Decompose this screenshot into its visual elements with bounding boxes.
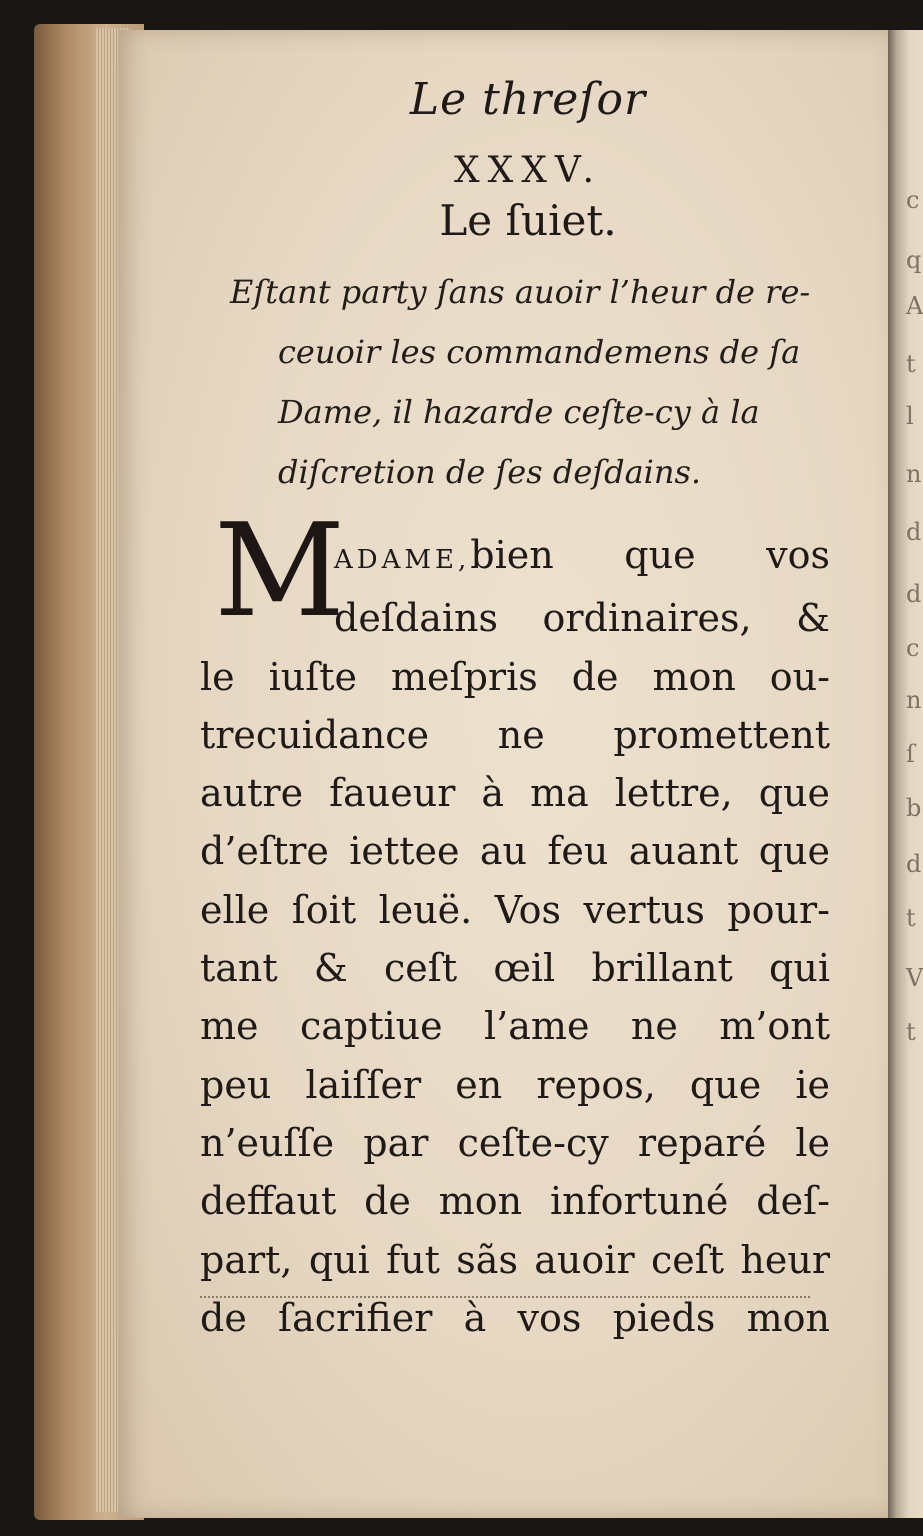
- facing-page-letter: d: [906, 580, 922, 608]
- running-title: Le threſor: [409, 74, 647, 125]
- body-line: le iuſte meſpris de mon ou-: [200, 654, 830, 699]
- facing-page-letter: d: [906, 850, 922, 878]
- facing-page-letter: t: [906, 350, 916, 378]
- body-line: part, qui fut sãs auoir ceſt heur: [200, 1237, 830, 1282]
- body-line: elle ſoit leuë. Vos vertus pour-: [200, 887, 830, 932]
- section-subtitle: Le ſuiet.: [439, 196, 617, 245]
- facing-page-letter: c: [906, 186, 920, 214]
- letter-body: [200, 526, 830, 1347]
- body-line: de ſacrifier à vos pieds mon: [200, 1295, 830, 1340]
- summary-line: Eſtant party ſans auoir l’heur de re-: [230, 273, 811, 311]
- letter-number: XXXV.: [453, 150, 603, 191]
- facing-page-letter: V: [906, 964, 923, 992]
- facing-page-letter: n: [906, 460, 922, 488]
- body-line: trecuidance ne promettent: [200, 712, 830, 757]
- facing-page-letter: q: [906, 246, 922, 274]
- body-line: me captiue l’ame ne m’ont: [200, 1004, 830, 1049]
- summary-line: diſcretion de ſes deſdains.: [278, 453, 702, 491]
- summary-line: ceuoir les commandemens de ſa: [278, 333, 801, 371]
- body-line: deffaut de mon infortuné deſ-: [200, 1179, 830, 1224]
- facing-page-letter: b: [906, 794, 922, 822]
- facing-page-letter: l: [906, 402, 914, 430]
- letter-summary: [230, 262, 850, 502]
- facing-page-letter: n: [906, 686, 922, 714]
- body-first-line: [200, 526, 830, 589]
- facing-page-edge: [888, 30, 923, 1518]
- facing-page-letter: A: [906, 292, 923, 320]
- opening-rest: bien que vos: [470, 533, 830, 577]
- opening-small-caps: ADAME,: [334, 545, 471, 575]
- drop-cap: M: [214, 497, 346, 646]
- body-line: autre faueur à ma lettre, que: [200, 771, 830, 816]
- body-line: tant & ceſt œil brillant qui: [200, 946, 830, 991]
- facing-page-letter: c: [906, 634, 920, 662]
- facing-page-letter: ſ: [906, 740, 915, 768]
- summary-line: Dame, il hazarde ceſte-cy à la: [278, 393, 760, 431]
- body-line: n’euſſe par ceſte-cy reparé le: [200, 1120, 830, 1165]
- facing-page-letter: t: [906, 1018, 916, 1046]
- body-line: d’eſtre iettee au feu auant que: [200, 829, 830, 874]
- body-line: deſdains ordinaires, &: [334, 596, 830, 641]
- body-line: peu laiſſer en repos, que ie: [200, 1062, 830, 1107]
- facing-page-letter: t: [906, 904, 916, 932]
- facing-page-letter: d: [906, 518, 922, 546]
- bottom-rule: [200, 1296, 810, 1298]
